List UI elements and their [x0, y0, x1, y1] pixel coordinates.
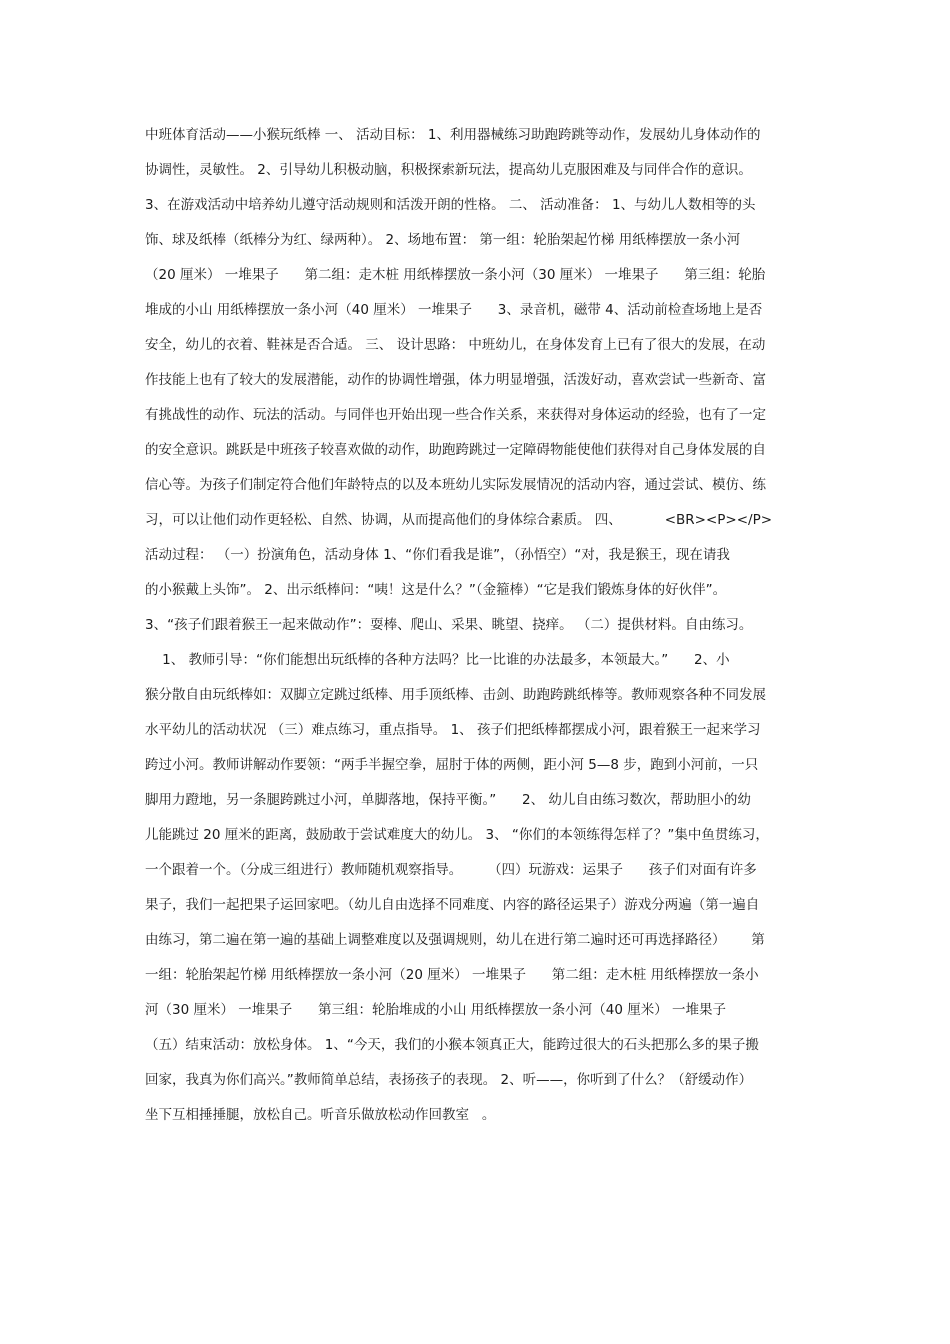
text-line: 中班体育活动——小猴玩纸棒 一、 活动目标： 1、利用器械练习助跑跨跳等动作，发展幼儿身体动作的 — [145, 127, 761, 143]
text-line: 协调性，灵敏性。 2、引导幼儿积极动脑，积极探索新玩法，提高幼儿克服困难及与同伴合作的意识。 — [145, 162, 752, 178]
text-line: 的小猴戴上头饰”。 2、出示纸棒问：“咦！这是什么？”（金箍棒）“它是我们锻炼身体的好伙伴”。 — [145, 582, 727, 598]
text-line: （20 厘米） 一堆果子 第二组：走木桩 用纸棒摆放一条小河（30 厘米） 一堆果子 第三组：轮胎 — [145, 267, 766, 283]
text-line: 由练习，第二遍在第一遍的基础上调整难度以及强调规则，幼儿在进行第二遍时还可再选择路径） 第 — [145, 932, 765, 948]
text-line: 安全，幼儿的衣着、鞋袜是否合适。 三、 设计思路： 中班幼儿，在身体发育上已有了很大的发展，在动 — [145, 337, 766, 353]
text-line: 1、 教师引导：“你们能想出玩纸棒的各种方法吗？比一比谁的办法最多，本领最大。” 2、小 — [145, 652, 730, 668]
text-line: 河（30 厘米） 一堆果子 第三组：轮胎堆成的小山 用纸棒摆放一条小河（40 厘米） 一堆果子 — [145, 1002, 727, 1018]
text-line: 3、“孩子们跟着猴王一起来做动作”：耍棒、爬山、采果、眺望、挠痒。 （二）提供材料。自由练习。 — [145, 617, 753, 633]
text-line: 3、在游戏活动中培养幼儿遵守活动规则和活泼开朗的性格。 二、 活动准备： 1、与幼儿人数相等的头 — [145, 197, 756, 213]
text-line: 回家，我真为你们高兴。”教师简单总结，表扬孩子的表现。 2、听——，你听到了什么？（舒缓动作） — [145, 1072, 753, 1088]
text-line: 一组：轮胎架起竹梯 用纸棒摆放一条小河（20 厘米） 一堆果子 第二组：走木桩 用纸棒摆放一条小 — [145, 967, 759, 983]
text-line: 习，可以让他们动作更轻松、自然、协调，从而提高他们的身体综合素质。 四、 <BR><P></P> — [145, 512, 773, 528]
text-line: 儿能跳过 20 厘米的距离，鼓励敢于尝试难度大的幼儿。 3、 “你们的本领练得怎样了？”集中鱼贯练习， — [145, 827, 769, 843]
text-line: 堆成的小山 用纸棒摆放一条小河（40 厘米） 一堆果子 3、录音机，磁带 4、活动前检查场地上是否 — [145, 302, 763, 318]
text-line: 跨过小河。教师讲解动作要领：“两手半握空拳，屈肘于体的两侧，距小河 5—8 步，跑到小河前，一只 — [145, 757, 759, 773]
text-line: 信心等。为孩子们制定符合他们年龄特点的以及本班幼儿实际发展情况的活动内容，通过尝试、模仿、练 — [145, 477, 766, 493]
text-line: 活动过程： （一）扮演角色，活动身体 1、“你们看我是谁”，（孙悟空）“对，我是猴王，现在请我 — [145, 547, 730, 563]
text-line: 作技能上也有了较大的发展潜能，动作的协调性增强，体力明显增强，活泼好动，喜欢尝试一些新奇、富 — [145, 372, 766, 388]
text-line: 坐下互相捶捶腿，放松自己。听音乐做放松动作回教室 。 — [145, 1107, 496, 1123]
text-line: （五）结束活动：放松身体。 1、“今天，我们的小猴本领真正大，能跨过很大的石头把那么多的果子搬 — [145, 1037, 759, 1053]
text-line: 一个跟着一个。（分成三组进行）教师随机观察指导。 （四）玩游戏：运果子 孩子们对面有许多 — [145, 862, 757, 878]
text-line: 有挑战性的动作、玩法的活动。与同伴也开始出现一些合作关系，来获得对身体运动的经验，也有了一定 — [145, 407, 766, 423]
text-line: 饰、球及纸棒（纸棒分为红、绿两种）。 2、场地布置： 第一组：轮胎架起竹梯 用纸棒摆放一条小河 — [145, 232, 741, 248]
text-line: 猴分散自由玩纸棒如：双脚立定跳过纸棒、用手顶纸棒、击剑、助跑跨跳纸棒等。教师观察各种不同发展 — [145, 687, 766, 703]
text-line: 水平幼儿的活动状况 （三）难点练习，重点指导。 1、 孩子们把纸棒都摆成小河，跟着猴王一起来学习 — [145, 722, 761, 738]
text-line: 的安全意识。跳跃是中班孩子较喜欢做的动作，助跑跨跳过一定障碍物能使他们获得对自己身体发展的自 — [145, 442, 766, 458]
text-line: 脚用力蹬地，另一条腿跨跳过小河，单脚落地，保持平衡。” 2、 幼儿自由练习数次，帮助胆小的幼 — [145, 792, 751, 808]
text-line: 果子，我们一起把果子运回家吧。（幼儿自由选择不同难度、内容的路径运果子）游戏分两遍（第一遍自 — [145, 897, 760, 913]
